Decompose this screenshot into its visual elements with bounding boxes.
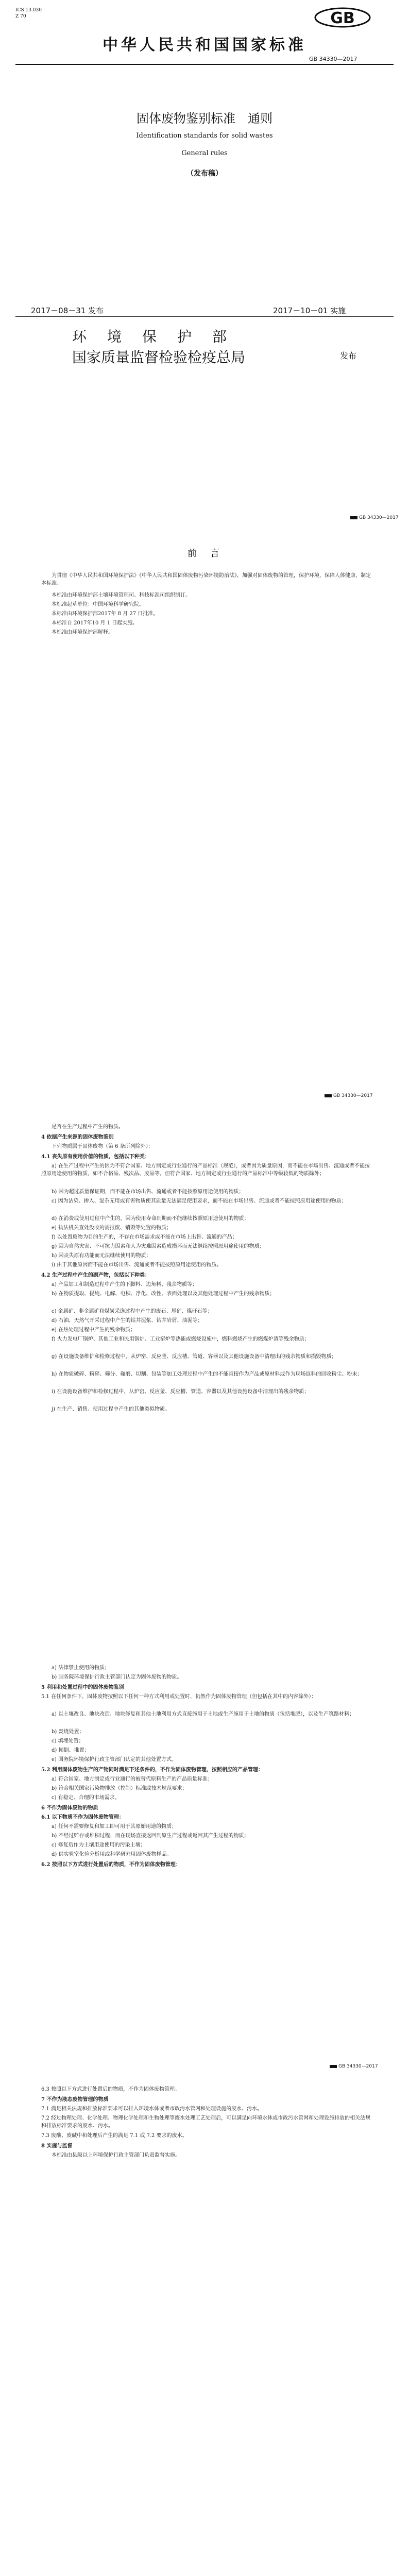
list-item: g) 在设施设备维护和检修过程中，从炉窑、反应釜、反应槽、管道、容器以及其他设施设备中清理出的残余物质和损毁物质； xyxy=(52,1354,337,1360)
list-item: e) 在热处理过程中产生的残余物质； xyxy=(52,1327,135,1333)
list-item: d) 在消费或使用过程中产生的，因为使用寿命到期而不能继续按照原用途使用的物质； xyxy=(52,1216,249,1222)
foreword-paragraph: 本标准由环境保护部2017年 8 月 27 日批准。 xyxy=(52,611,159,617)
clause-text: 7.2 经过物理处理、化学处理、物理化学处理和生物处理等废水处理工艺处理后，可以满足向环境水体或市政污水管网和处理设施排放的相关法规和排放标准要求的废水、污水。 xyxy=(41,2115,371,2129)
list-item: i) 由于其他原因而不能在市场出售、流通或者不能按照原用途使用的物质。 xyxy=(52,1262,222,1268)
list-item: e) 执法机关查处没收的需报废、销毁等处置的物质； xyxy=(52,1225,172,1231)
list-item: d) 供实验室化验分析用或科学研究用固体废物样品。 xyxy=(52,1852,172,1857)
list-item: c) 金属矿、非金属矿和煤炭采选过程中产生的废石、尾矿、煤矸石等； xyxy=(52,1309,213,1314)
list-item: h) 在物质破碎、粉碎、筛分、碾磨、切割、包装等加工处理过程中产生的不能直接作为产品或原材料或作为现场返料的回收粉尘、粉末； xyxy=(52,1371,363,1377)
list-item: g) 因为自然灾害、不可抗力因素和人为灾难因素造成损坏而无法继续按照原用途使用的物质； xyxy=(52,1244,265,1249)
list-item: a) 法律禁止使用的物质； xyxy=(52,1665,110,1671)
foreword-paragraph: 本标准由环境保护部解释。 xyxy=(52,630,113,635)
document-status: （发布稿） xyxy=(186,170,223,178)
list-item: c) 修复后作为土壤用途使用的污染土壤； xyxy=(52,1842,146,1848)
page-header-number: GB 34330—2017 xyxy=(330,2064,378,2069)
list-item: a) 在生产过程中产生的因为不符合国家、地方制定或行业通行的产品标准（规范），或者因为质量原因，而不能在市场出售、流通或者不能按照原用途使用的物质，如不合格品、残次品、废品等。但符合国家、地方制定或行业通行的产品标准中等级较低的物质除外； xyxy=(41,1163,370,1177)
list-item: h) 因丧失原有功能而无法继续使用的物质； xyxy=(52,1253,151,1259)
header-rule xyxy=(15,64,394,65)
effective-date: 2017－10－01 实施 xyxy=(273,306,346,315)
list-item: d) 石油、天然气开采过程中产生的钻井泥浆、钻井岩屑、油泥等； xyxy=(52,1318,203,1324)
clause-heading: 5.2 利用固体废物生产的产物同时满足下述条件的，不作为固体废物管理，按照相应的产品管理： xyxy=(41,1767,263,1773)
clause-heading: 4.2 生产过程中产生的副产物，包括以下种类： xyxy=(41,1273,150,1278)
list-item: b) 符合相关国家污染物排放（控制）标准或技术规范要求； xyxy=(52,1786,188,1791)
list-item: b) 在物质提取、提纯、电解、电积、净化、改性、表面处理以及其他处理过程中产生的残余物质； xyxy=(52,1291,275,1297)
foreword-paragraph: 本标准自 2017年10 月 1 日起实施。 xyxy=(52,620,138,626)
clause-heading: 4.1 丧失原有使用价值的物质，包括以下种类： xyxy=(41,1154,150,1160)
section-heading: 5 利用和处置过程中的固体废物鉴别 xyxy=(41,1685,124,1690)
list-item: c) 因为沾染、掺入、混杂无用或有害物质使其质量无法满足使用要求，而不能在市场出售、流通或者不能按照原用途使用的物质； xyxy=(52,1198,347,1204)
section-heading: 4 依据产生来源的固体废物鉴别 xyxy=(41,1134,114,1140)
page-header-number: GB 34330—2017 xyxy=(350,515,399,520)
gb-logo-text: GB xyxy=(330,9,355,27)
ccs-code: Z 70 xyxy=(15,14,26,19)
list-item: i) 在设施设备维护和检修过程中，从炉窑、反应釜、反应槽、管道、容器以及其他设施设备中清理出的残余物质； xyxy=(52,1389,310,1395)
list-item: a) 产品加工和制造过程中产生的下脚料、边角料、残余物质等； xyxy=(52,1282,198,1287)
foreword-paragraph: 本标准起草单位：中国环境科学研究院。 xyxy=(52,602,144,607)
list-item: b) 国务院环境保护行政主管部门认定为固体废物的物质。 xyxy=(52,1674,182,1680)
clause-text: 5.1 在任何条件下，固体废物按照以下任何一种方式利用或处置时，仍然作为固体废物管理（但包括在其中的内容除外）： xyxy=(41,1694,317,1700)
list-item: d) 倾倒、堆置； xyxy=(52,1748,90,1753)
list-item: e) 国务院环境保护行政主管部门认定的其他处置方式。 xyxy=(52,1757,177,1762)
issuer-aqsiq: 国家质量监督检验检疫总局 xyxy=(72,349,246,366)
list-item: a) 以土壤改良、地块改造、地块修复和其他土地利用方式直接施用于土地或生产施用于土地的物质（包括堆肥），以及生产筑路材料； xyxy=(52,1711,355,1717)
clause-text: 6.3 按照以下方式进行处置后的物质，不作为固体废物管理。 xyxy=(41,2087,180,2092)
date-rule xyxy=(15,316,394,317)
section-heading: 8 实施与监督 xyxy=(41,2143,73,2149)
list-item: j) 在生产、销售、使用过程中产生的其他类似物质。 xyxy=(52,1406,171,1412)
list-item: b) 焚烧处置； xyxy=(52,1729,84,1735)
release-date: 2017－08－31 发布 xyxy=(31,306,104,315)
ics-code: ICS 13.030 xyxy=(15,8,42,13)
body-line: 是否在生产过程中产生的物质。 xyxy=(52,1124,124,1130)
list-item: b) 不经过贮存或堆积过程，而在现场直接返回到原生产过程或返回其产生过程的物质； xyxy=(52,1833,249,1839)
foreword-heading: 前 言 xyxy=(188,548,221,559)
gb-logo xyxy=(314,7,371,28)
list-item: f) 火力发电厂锅炉、其他工业和民用锅炉、工业窑炉等热能或燃烧设施中，燃料燃烧产生的燃煤炉渣等残余物质； xyxy=(52,1336,310,1342)
document-title-en: Identification standards for solid wastes xyxy=(136,132,273,140)
section-heading: 7 不作为液态废物管理的物质 xyxy=(41,2097,109,2103)
list-item: a) 符合国家、地方制定或行业通行的被替代原料生产的产品质量标准； xyxy=(52,1776,213,1782)
foreword-paragraph: 本标准由环境保护部土壤环境管理司、科技标准司组织制订。 xyxy=(52,592,191,598)
clause-text: 7.1 满足相关法规和排放标准要求可以排入环境水体或者市政污水管网和处理设施的废水、污水。 xyxy=(41,2106,263,2112)
document-subtitle-en: General rules xyxy=(181,149,228,157)
page-header-number: GB 34330—2017 xyxy=(325,1093,373,1098)
list-item: c) 有稳定、合理的市场需求。 xyxy=(52,1795,120,1801)
issuer-mep: 环 境 保 护 部 xyxy=(72,328,230,345)
clause-text: 7.3 废酸、废碱中和处理后产生的满足 7.1 或 7.2 要求的废水。 xyxy=(41,2133,188,2139)
clause-text: 本标准由县级以上环境保护行政主管部门负责监督实施。 xyxy=(52,2153,180,2158)
issue-label: 发布 xyxy=(340,351,357,361)
list-item: b) 因为超过质量保证期，而不能在市场出售、流通或者不能按照原用途使用的物质； xyxy=(52,1189,244,1195)
clause-heading: 6.1 以下物质不作为固体废物管理： xyxy=(41,1815,124,1820)
list-item: c) 填埋处置； xyxy=(52,1738,84,1744)
foreword-paragraph: 为贯彻《中华人民共和国环境保护法》《中华人民共和国固体废物污染环境防治法》，加强对固体废物的管理，保护环境，保障人体健康，制定本标准。 xyxy=(41,573,371,586)
document-title-cn: 固体废物鉴别标准 通则 xyxy=(137,111,272,126)
body-line: 下列物质属于固体废物（第 6 条所列除外）： xyxy=(52,1144,154,1149)
section-heading: 6 不作为固体废物的物质 xyxy=(41,1805,98,1811)
national-standard-title: 中华人民共和国国家标准 xyxy=(103,36,306,54)
list-item: f) 以处置废物为目的生产的，不存在市场需求或不能在市场上出售、流通的产品； xyxy=(52,1234,237,1240)
standard-number: GB 34330—2017 xyxy=(309,56,357,62)
clause-heading: 6.2 按照以下方式进行处置后的物质，不作为固体废物管理： xyxy=(41,1862,181,1868)
list-item: a) 任何不需要修复和加工即可用于其原始用途的物质； xyxy=(52,1824,177,1829)
